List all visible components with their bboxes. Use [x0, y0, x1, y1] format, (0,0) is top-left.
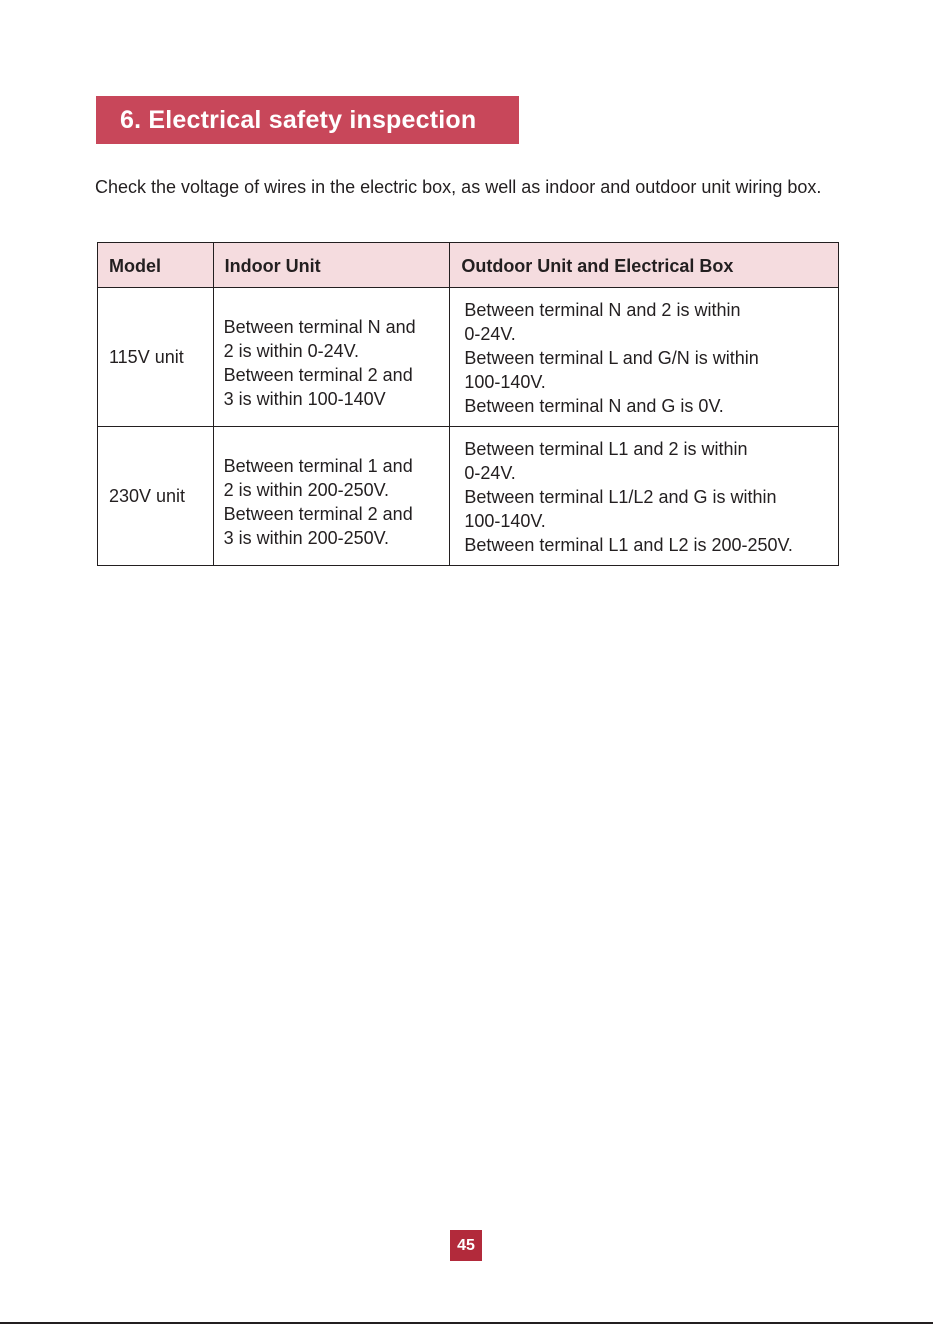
outdoor-cell [450, 427, 839, 566]
outdoor-line: 0-24V. [464, 324, 516, 344]
section-banner [96, 96, 519, 144]
page-number: 45 [450, 1230, 482, 1261]
voltage-table [97, 242, 839, 566]
outdoor-line: Between terminal L1 and 2 is within [464, 439, 748, 459]
indoor-line: Between terminal 2 and [223, 504, 413, 524]
indoor-line: 2 is within 200-250V. [223, 480, 390, 500]
outdoor-line: 0-24V. [464, 463, 516, 483]
intro-paragraph: Check the voltage of wires in the electric box, as well as indoor and outdoor unit wiring box. [95, 177, 822, 197]
indoor-cell [213, 288, 450, 427]
indoor-line: Between terminal 2 and [223, 365, 413, 385]
outdoor-line: 100-140V. [464, 372, 546, 392]
header-indoor-unit: Indoor Unit [213, 243, 450, 288]
indoor-cell [213, 427, 450, 566]
indoor-line: 3 is within 100-140V [223, 389, 386, 409]
outdoor-cell [450, 288, 839, 427]
outdoor-line: 100-140V. [464, 511, 546, 531]
outdoor-line: Between terminal L1/L2 and G is within [464, 487, 777, 507]
header-model: Model [98, 243, 214, 288]
section-title: 6. Electrical safety inspection [120, 105, 477, 134]
indoor-line: Between terminal 1 and [223, 456, 413, 476]
outdoor-line: Between terminal N and 2 is within [464, 300, 741, 320]
indoor-line: Between terminal N and [223, 317, 416, 337]
table-row [98, 288, 839, 427]
outdoor-line: Between terminal L1 and L2 is 200-250V. [464, 535, 793, 555]
indoor-line: 2 is within 0-24V. [223, 341, 360, 361]
header-outdoor-unit: Outdoor Unit and Electrical Box [450, 243, 839, 288]
outdoor-line: Between terminal L and G/N is within [464, 348, 759, 368]
model-cell: 115V unit [98, 288, 214, 427]
model-cell: 230V unit [98, 427, 214, 566]
table-row [98, 427, 839, 566]
indoor-line: 3 is within 200-250V. [223, 528, 390, 548]
table-header-row [98, 243, 839, 288]
outdoor-line: Between terminal N and G is 0V. [464, 396, 724, 416]
